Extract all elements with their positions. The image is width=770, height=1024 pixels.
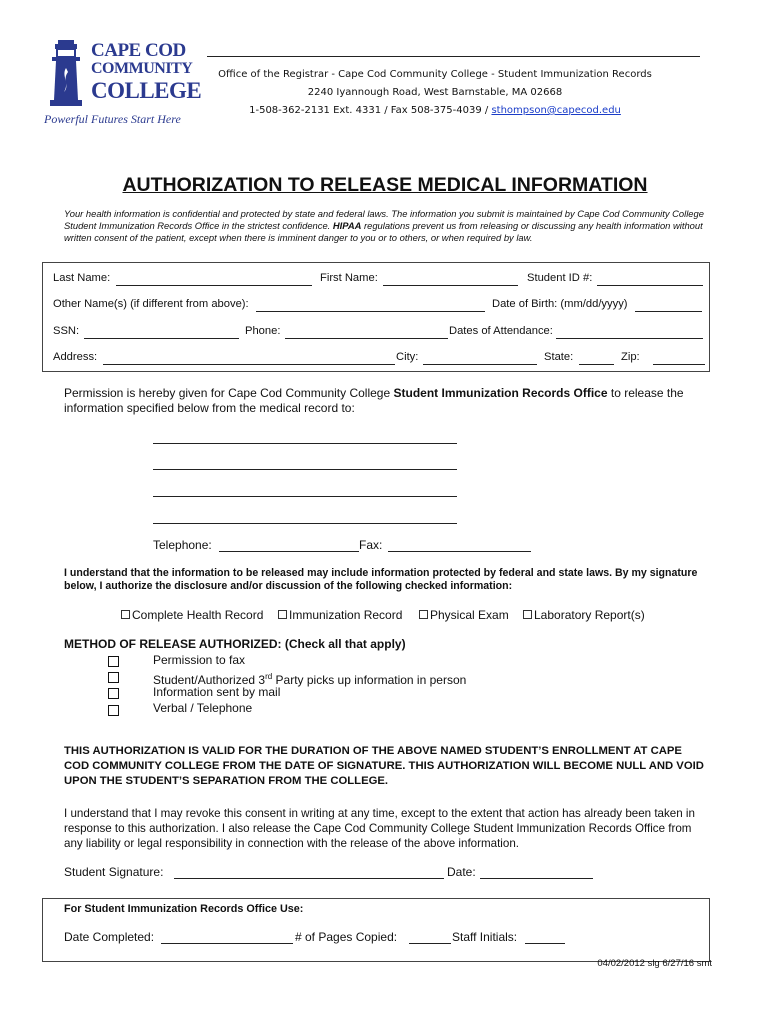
student-id-label: Student ID #: [527, 272, 593, 284]
intro-text-1: Your health information is confidential and protected by state and federal laws. The information you submit is maintained by Cape Cod Community College Student Immunization Records Office in the strictest confidence. [64, 208, 704, 231]
address-field[interactable] [103, 364, 395, 365]
hipaa-label: HIPAA [332, 220, 362, 231]
recipient-fax-label: Fax: [359, 538, 383, 552]
record-option-physical[interactable] [419, 608, 509, 623]
recipient-line-3[interactable] [153, 496, 457, 497]
checkbox-complete-health-record[interactable] [121, 610, 130, 619]
disclosure-statement: I understand that the information to be released may include information protected by federal and state laws. By my signature below, I authorize the disclosure and/or discussion of the following checked information: [64, 567, 698, 592]
record-option-complete[interactable] [121, 608, 263, 623]
permission-office-name: Student Immunization Records Office [393, 386, 608, 400]
record-option-immunization[interactable] [278, 608, 402, 623]
lighthouse-icon [48, 40, 84, 108]
other-names-label: Other Name(s) (if different from above): [53, 298, 249, 310]
logo-tagline: Powerful Futures Start Here [44, 112, 181, 126]
signature-field[interactable] [174, 878, 444, 879]
recipient-line-2[interactable] [153, 469, 457, 470]
page-title: AUTHORIZATION TO RELEASE MEDICAL INFORMATION [122, 174, 648, 196]
address-label: Address: [53, 351, 98, 363]
checkbox-fax[interactable] [108, 656, 119, 667]
permission-statement [64, 386, 704, 416]
record-option-label: Immunization Record [289, 608, 403, 622]
other-names-field[interactable] [256, 311, 485, 312]
permission-text-2: to release the information specified below from the medical record to: [64, 386, 684, 415]
staff-initials-label: Staff Initials: [452, 930, 518, 944]
last-name-label: Last Name: [53, 272, 111, 284]
date-completed-label: Date Completed: [64, 930, 155, 944]
recipient-telephone-field[interactable] [219, 551, 359, 552]
pages-copied-label: # of Pages Copied: [295, 930, 398, 944]
dates-attendance-field[interactable] [556, 338, 703, 339]
recipient-line-4[interactable] [153, 523, 457, 524]
checkbox-immunization-record[interactable] [278, 610, 287, 619]
first-name-field[interactable] [383, 285, 518, 286]
logo-text-college: COLLEGE [91, 78, 202, 103]
office-use-heading: For Student Immunization Records Office Use: [64, 903, 304, 915]
header-rule [207, 56, 700, 57]
logo-text-community: COMMUNITY [91, 60, 193, 77]
recipient-line-1[interactable] [153, 443, 457, 444]
recipient-telephone-label: Telephone: [153, 538, 212, 552]
method-heading: METHOD OF RELEASE AUTHORIZED: (Check all that apply) [64, 637, 406, 651]
student-id-field[interactable] [597, 285, 703, 286]
dates-attendance-label: Dates of Attendance: [449, 325, 553, 337]
intro-text-2: regulations prevent us from releasing or discussing any health information without written consent of the patient, except when there is imminent danger to you or to others, or when required by law. [64, 220, 703, 243]
record-option-label: Physical Exam [430, 608, 509, 622]
method-option-telephone: Verbal / Telephone [153, 701, 253, 715]
date-completed-field[interactable] [161, 943, 293, 944]
phone-field[interactable] [285, 338, 448, 339]
pages-copied-field[interactable] [409, 943, 451, 944]
city-field[interactable] [423, 364, 537, 365]
method-option-mail: Information sent by mail [153, 685, 281, 699]
signature-date-label: Date: [447, 865, 476, 879]
header-phone-fax: 1-508-362-2131 Ext. 4331 / Fax 508-375-4039 / [249, 105, 489, 116]
checkbox-pickup[interactable] [108, 672, 119, 683]
zip-label: Zip: [621, 351, 640, 363]
logo-text-cape-cod: CAPE COD [91, 40, 186, 61]
validity-statement: THIS AUTHORIZATION IS VALID FOR THE DURATION OF THE ABOVE NAMED STUDENT’S ENROLLMENT AT CAPE COD COMMUNITY COLLEGE FROM THE DATE OF SIGNATURE. THIS AUTHORIZATION WILL BECOME NULL AND VOID UPON THE STUDENT’S SEPARATION FROM THE COLLEGE. [64, 745, 704, 787]
record-option-lab[interactable] [523, 608, 645, 623]
email-link[interactable]: sthompson@capecod.edu [491, 105, 621, 116]
checkbox-mail[interactable] [108, 688, 119, 699]
dob-label: Date of Birth: (mm/dd/yyyy) [492, 298, 628, 310]
checkbox-telephone[interactable] [108, 705, 119, 716]
checkbox-laboratory-reports[interactable] [523, 610, 532, 619]
city-label: City: [396, 351, 419, 363]
ssn-field[interactable] [84, 338, 239, 339]
permission-text-1: Permission is hereby given for Cape Cod Community College [64, 386, 391, 400]
checkbox-physical-exam[interactable] [419, 610, 428, 619]
record-option-label: Complete Health Record [132, 608, 264, 622]
header-address: 2240 Iyannough Road, West Barnstable, MA 02668 [307, 87, 563, 98]
pickup-text-2: Party picks up information in person [272, 673, 467, 687]
zip-field[interactable] [653, 364, 705, 365]
header-office: Office of the Registrar - Cape Cod Community College - Student Immunization Records [218, 69, 652, 80]
header-contact [200, 102, 670, 120]
signature-label: Student Signature: [64, 865, 164, 879]
phone-label: Phone: [245, 325, 281, 337]
pickup-superscript: rd [265, 672, 273, 681]
ssn-label: SSN: [53, 325, 80, 337]
recipient-fax-field[interactable] [388, 551, 531, 552]
first-name-label: First Name: [320, 272, 378, 284]
confidentiality-notice [64, 208, 714, 244]
state-field[interactable] [579, 364, 614, 365]
revision-footer: 04/02/2012 slg 6/27/16 smt [597, 958, 712, 969]
revoke-statement: I understand that I may revoke this consent in writing at any time, except to the extent that action has already been taken in response to this authorization. I also release the Cape Cod Community College Student Immunization Records Office from any liability or legal responsibility in connection with the release of the above information. [64, 807, 695, 850]
signature-date-field[interactable] [480, 878, 593, 879]
college-logo [44, 38, 202, 130]
method-option-fax: Permission to fax [153, 653, 246, 667]
dob-field[interactable] [635, 311, 702, 312]
last-name-field[interactable] [116, 285, 312, 286]
record-option-label: Laboratory Report(s) [534, 608, 645, 622]
staff-initials-field[interactable] [525, 943, 565, 944]
state-label: State: [544, 351, 574, 363]
pickup-text-1: Student/Authorized 3 [153, 673, 266, 687]
